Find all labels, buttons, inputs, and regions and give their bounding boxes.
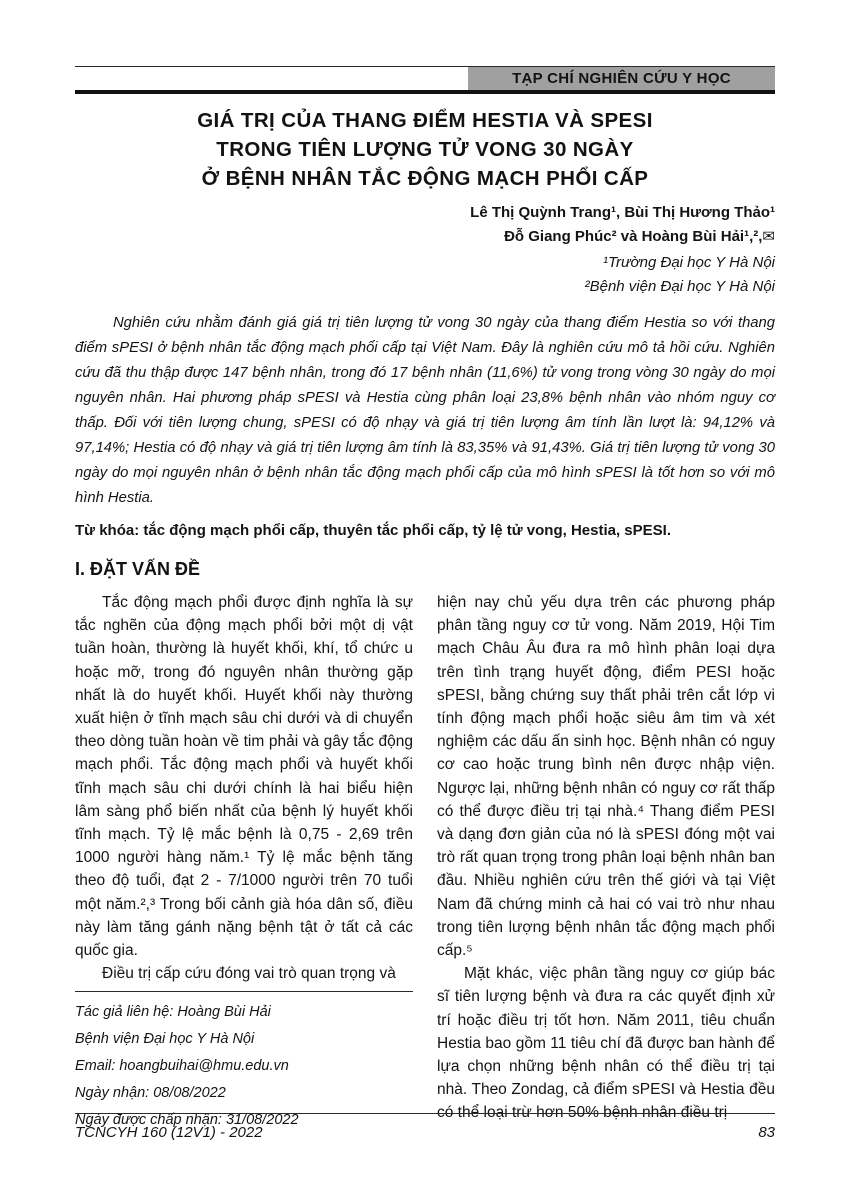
left-column	[75, 591, 413, 1134]
body-paragraph: hiện nay chủ yếu dựa trên các phương pháp phân tầng nguy cơ tử vong. Năm 2019, Hội Tim mạch Châu Âu đưa ra mô hình phân loại dựa trên tình trạng huyết động, điểm PESI hoặc sPESI, bằng chứng suy thất phải trên cắt lớp vi tính động mạch phổi hoặc siêu âm tim và xét nghiệm các dấu ấn sinh học. Bệnh nhân có nguy cơ cao hoặc trung bình nên được nhập viện. Ngược lại, những bệnh nhân có nguy cơ rất thấp có thể được điều trị tại nhà.⁴ Thang điểm PESI và dạng đơn giản của nó là sPESI đóng một vai trò rất quan trọng trong phân loại bệnh nhân ban đầu. Nhiều nghiên cứu trên thế giới và tại Việt Nam đã chứng minh cả hai có vai trò như nhau trong tiên lượng bệnh nhân tắc động mạch phổi cấp.⁵	[437, 594, 775, 960]
journal-name: TẠP CHÍ NGHIÊN CỨU Y HỌC	[512, 70, 731, 87]
abstract-text: Nghiên cứu nhằm đánh giá giá trị tiên lượng tử vong 30 ngày của thang điểm Hestia so với thang điểm sPESI ở bệnh nhân tắc động mạch phổi cấp tại Việt Nam. Đây là nghiên cứu mô tả hồi cứu. Nghiên cứu đã thu thập được 147 bệnh nhân, trong đó 17 bệnh nhân (11,6%) tử vong trong vòng 30 ngày do mọi nguyên nhân. Hai phương pháp sPESI và Hestia cùng phân loại 23,8% bệnh nhân vào nhóm nguy cơ thấp. Đối với tiên lượng chung, sPESI có độ nhạy và giá trị tiên lượng âm tính lần lượt là: 94,12% và 97,14%; Hestia có độ nhạy và giá trị tiên lượng âm tính là 83,35% và 91,43%. Giá trị tiên lượng tử vong 30 ngày do mọi nguyên nhân ở bệnh nhân tắc động mạch phổi cấp của mô hình sPESI là tốt hơn so với mô hình Hestia.	[75, 315, 775, 506]
keywords-line: Từ khóa: tắc động mạch phổi cấp, thuyên tắc phổi cấp, tỷ lệ tử vong, Hestia, sPESI.	[75, 522, 671, 539]
author-list	[75, 201, 775, 249]
journal-header	[75, 67, 775, 90]
body-paragraph: Điều trị cấp cứu đóng vai trò quan trọng và	[102, 965, 396, 983]
section-heading-introduction: I. ĐẶT VẤN ĐỀ	[75, 559, 201, 579]
footnote-accepted-date: Ngày được chấp nhận: 31/08/2022	[75, 1112, 299, 1129]
article-title-line-3: Ở BỆNH NHÂN TẮC ĐỘNG MẠCH PHỔI CẤP	[201, 167, 649, 190]
article-title-line-1: GIÁ TRỊ CỦA THANG ĐIỂM HESTIA VÀ SPESI	[197, 109, 653, 132]
header-thick-rule	[75, 90, 775, 94]
body-paragraph: Tắc động mạch phổi được định nghĩa là sự tắc nghẽn của động mạch phổi bởi một dị vật tuần hoàn, thường là huyết khối, khí, tổ chức u hoặc mỡ, trong đó nguyên nhân thường gặp nhất là do huyết khối. Huyết khối này thường xuất hiện ở tĩnh mạch sâu chi dưới và di chuyển theo dòng tuần hoàn về tim phải và gây tắc động mạch phổi. Tắc động mạch phổi và huyết khối tĩnh mạch sâu chi dưới chính là hai biểu hiện lâm sàng phổ biến nhất của bệnh lý huyết khối tĩnh mạch. Tỷ lệ mắc bệnh là 0,75 - 2,69 trên 1000 người hàng năm.¹ Tỷ lệ mắc bệnh tăng theo độ tuổi, đạt 2 - 7/1000 người trên 70 tuổi một năm.²,³ Trong bối cảnh già hóa dân số, điều này làm tăng gánh nặng bệnh tật ở tất cả các quốc gia.	[75, 594, 413, 960]
page-number: 83	[758, 1124, 775, 1141]
footnote-affiliation: Bệnh viện Đại học Y Hà Nội	[75, 1031, 255, 1048]
footnote-email: Email: hoangbuihai@hmu.edu.vn	[75, 1058, 289, 1075]
affiliation-2: ²Bệnh viện Đại học Y Hà Nội	[584, 278, 775, 295]
journal-name-banner	[468, 67, 775, 90]
journal-citation: TCNCYH 160 (12V1) - 2022	[75, 1124, 263, 1141]
body-paragraph: Mặt khác, việc phân tầng nguy cơ giúp bác sĩ tiên lượng bệnh và đưa ra các quyết định xử trí hoặc điều trị tốt hơn. Năm 2011, tiêu chuẩn Hestia bao gồm 11 tiêu chí đã được ban hành để lựa chọn những bệnh nhân có thể điều trị tại nhà. Theo Zondag, cả điểm sPESI và Hestia đều có thể loại trừ hơn 50% bệnh nhân điều trị	[437, 965, 775, 1122]
article-title-line-2: TRONG TIÊN LƯỢNG TỬ VONG 30 NGÀY	[216, 138, 634, 161]
author-line-2: Đỗ Giang Phúc² và Hoàng Bùi Hải¹,²,✉	[504, 228, 775, 245]
footnote-corresponding-author: Tác giả liên hệ: Hoàng Bùi Hải	[75, 1004, 271, 1021]
affiliation-1: ¹Trường Đại học Y Hà Nội	[603, 254, 775, 271]
two-column-body	[75, 591, 775, 1134]
footnote-received-date: Ngày nhận: 08/08/2022	[75, 1085, 226, 1102]
article-title	[75, 106, 775, 193]
author-line-1: Lê Thị Quỳnh Trang¹, Bùi Thị Hương Thảo¹	[470, 204, 775, 221]
right-column	[437, 591, 775, 1134]
affiliation-list	[75, 251, 775, 299]
page-footer	[75, 1113, 775, 1141]
